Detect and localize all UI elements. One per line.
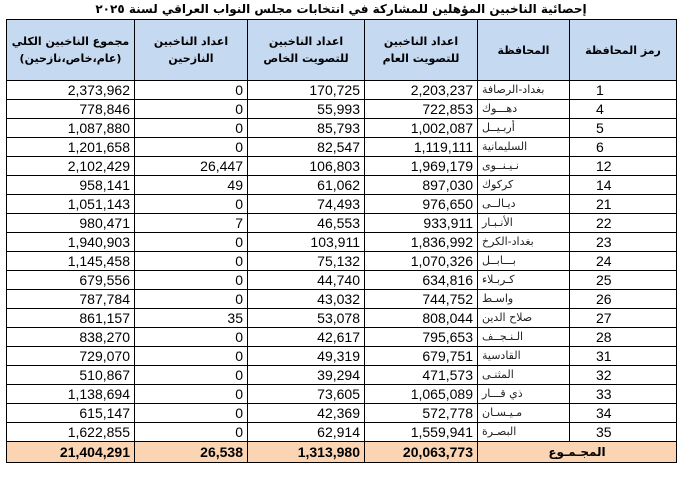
cell-governorate: ديـالــى: [478, 195, 570, 214]
cell-displaced: 0: [135, 347, 248, 366]
cell-code: 26: [570, 290, 677, 309]
cell-governorate: البصـرة: [478, 423, 570, 442]
cell-displaced: 7: [135, 214, 248, 233]
cell-total: 1,145,458: [7, 252, 135, 271]
cell-displaced: 0: [135, 423, 248, 442]
cell-code: 28: [570, 328, 677, 347]
cell-general: 2,203,237: [365, 81, 478, 100]
table-row: [7, 157, 677, 176]
cell-governorate: كركوك: [478, 176, 570, 195]
cell-general: 1,559,941: [365, 423, 478, 442]
cell-displaced: 0: [135, 252, 248, 271]
cell-special: 106,803: [248, 157, 365, 176]
cell-special: 103,911: [248, 233, 365, 252]
cell-governorate: السليمانية: [478, 138, 570, 157]
footer-general: 20,063,773: [365, 442, 478, 463]
cell-general: 1,002,087: [365, 119, 478, 138]
cell-governorate: ذي قـــار: [478, 385, 570, 404]
cell-governorate: المثنـى: [478, 366, 570, 385]
cell-special: 82,547: [248, 138, 365, 157]
voters-table: [6, 19, 677, 463]
cell-displaced: 0: [135, 81, 248, 100]
cell-general: 572,778: [365, 404, 478, 423]
cell-displaced: 49: [135, 176, 248, 195]
cell-special: 74,493: [248, 195, 365, 214]
cell-general: 1,065,089: [365, 385, 478, 404]
table-footer: [7, 442, 677, 463]
cell-displaced: 35: [135, 309, 248, 328]
cell-special: 73,605: [248, 385, 365, 404]
cell-special: 62,914: [248, 423, 365, 442]
footer-special: 1,313,980: [248, 442, 365, 463]
cell-code: 32: [570, 366, 677, 385]
cell-displaced: 0: [135, 271, 248, 290]
cell-code: 27: [570, 309, 677, 328]
cell-special: 53,078: [248, 309, 365, 328]
cell-displaced: 0: [135, 100, 248, 119]
header-row: [7, 20, 677, 81]
cell-special: 61,062: [248, 176, 365, 195]
table-row: [7, 81, 677, 100]
table-row: [7, 309, 677, 328]
cell-displaced: 0: [135, 233, 248, 252]
cell-code: 22: [570, 214, 677, 233]
cell-total: 778,846: [7, 100, 135, 119]
table-row: [7, 252, 677, 271]
totals-row: [7, 442, 677, 463]
footer-label: المجـمـوع: [478, 442, 677, 463]
cell-total: 1,201,658: [7, 138, 135, 157]
cell-code: 35: [570, 423, 677, 442]
cell-total: 980,471: [7, 214, 135, 233]
cell-displaced: 0: [135, 290, 248, 309]
cell-general: 471,573: [365, 366, 478, 385]
cell-displaced: 0: [135, 195, 248, 214]
cell-total: 787,784: [7, 290, 135, 309]
table-row: [7, 404, 677, 423]
cell-special: 39,294: [248, 366, 365, 385]
header-governorate: المحافظة: [478, 20, 570, 81]
table-row: [7, 214, 677, 233]
cell-displaced: 0: [135, 404, 248, 423]
cell-general: 795,653: [365, 328, 478, 347]
cell-governorate: أربـيــل: [478, 119, 570, 138]
cell-general: 1,969,179: [365, 157, 478, 176]
cell-governorate: بغداد-الكرخ: [478, 233, 570, 252]
cell-special: 46,553: [248, 214, 365, 233]
cell-governorate: مـيـسـان: [478, 404, 570, 423]
cell-code: 24: [570, 252, 677, 271]
cell-total: 958,141: [7, 176, 135, 195]
table-row: [7, 271, 677, 290]
table-row: [7, 100, 677, 119]
cell-governorate: نـيـنــوى: [478, 157, 570, 176]
cell-total: 861,157: [7, 309, 135, 328]
footer-total: 21,404,291: [7, 442, 135, 463]
table-row: [7, 423, 677, 442]
cell-code: 21: [570, 195, 677, 214]
cell-total: 1,622,855: [7, 423, 135, 442]
cell-general: 1,070,326: [365, 252, 478, 271]
cell-special: 44,740: [248, 271, 365, 290]
cell-code: 23: [570, 233, 677, 252]
cell-code: 5: [570, 119, 677, 138]
cell-total: 1,051,143: [7, 195, 135, 214]
cell-general: 744,752: [365, 290, 478, 309]
cell-governorate: صلاح الدين: [478, 309, 570, 328]
cell-special: 43,032: [248, 290, 365, 309]
cell-general: 1,836,992: [365, 233, 478, 252]
cell-total: 2,373,962: [7, 81, 135, 100]
table-row: [7, 347, 677, 366]
header-general: اعداد الناخبين للتصويت العام: [365, 20, 478, 81]
header-displaced: اعداد الناخبين النازحين: [135, 20, 248, 81]
cell-general: 1,119,111: [365, 138, 478, 157]
cell-code: 1: [570, 81, 677, 100]
cell-code: 34: [570, 404, 677, 423]
cell-total: 2,102,429: [7, 157, 135, 176]
cell-governorate: كـربـلاء: [478, 271, 570, 290]
cell-displaced: 0: [135, 385, 248, 404]
cell-general: 722,853: [365, 100, 478, 119]
table-row: [7, 138, 677, 157]
cell-code: 14: [570, 176, 677, 195]
cell-special: 55,993: [248, 100, 365, 119]
cell-special: 170,725: [248, 81, 365, 100]
cell-governorate: الـنـجــف: [478, 328, 570, 347]
cell-governorate: دهـــوك: [478, 100, 570, 119]
table-row: [7, 119, 677, 138]
cell-displaced: 0: [135, 138, 248, 157]
cell-total: 729,070: [7, 347, 135, 366]
cell-special: 42,617: [248, 328, 365, 347]
cell-total: 1,138,694: [7, 385, 135, 404]
cell-governorate: القادسية: [478, 347, 570, 366]
header-total: مجموع الناخبين الكلي (عام،خاص،نازحين): [7, 20, 135, 81]
cell-total: 838,270: [7, 328, 135, 347]
table-row: [7, 366, 677, 385]
table-row: [7, 328, 677, 347]
cell-total: 1,087,880: [7, 119, 135, 138]
cell-governorate: الأنـبـار: [478, 214, 570, 233]
cell-general: 679,751: [365, 347, 478, 366]
cell-special: 75,132: [248, 252, 365, 271]
cell-total: 615,147: [7, 404, 135, 423]
cell-code: 31: [570, 347, 677, 366]
cell-total: 510,867: [7, 366, 135, 385]
cell-general: 897,030: [365, 176, 478, 195]
cell-total: 679,556: [7, 271, 135, 290]
cell-code: 4: [570, 100, 677, 119]
table-row: [7, 176, 677, 195]
cell-displaced: 26,447: [135, 157, 248, 176]
cell-displaced: 0: [135, 366, 248, 385]
footer-displaced: 26,538: [135, 442, 248, 463]
cell-code: 33: [570, 385, 677, 404]
cell-special: 85,793: [248, 119, 365, 138]
table-row: [7, 195, 677, 214]
header-special: اعداد الناخبين للتصويت الخاص: [248, 20, 365, 81]
cell-governorate: واسـط: [478, 290, 570, 309]
cell-special: 42,369: [248, 404, 365, 423]
cell-total: 1,940,903: [7, 233, 135, 252]
table-row: [7, 385, 677, 404]
header-code: رمز المحافظة: [570, 20, 677, 81]
table-row: [7, 233, 677, 252]
cell-general: 933,911: [365, 214, 478, 233]
cell-displaced: 0: [135, 119, 248, 138]
cell-general: 808,044: [365, 309, 478, 328]
cell-displaced: 0: [135, 328, 248, 347]
cell-code: 12: [570, 157, 677, 176]
page-title: إحصائية الناخبين المؤهلين للمشاركة في انتخابات مجلس النواب العراقي لسنة ٢٠٢٥: [95, 2, 587, 16]
table-header: [7, 20, 677, 81]
cell-governorate: بغداد-الرصافة: [478, 81, 570, 100]
cell-special: 49,319: [248, 347, 365, 366]
table-row: [7, 290, 677, 309]
cell-code: 6: [570, 138, 677, 157]
cell-general: 634,816: [365, 271, 478, 290]
cell-code: 25: [570, 271, 677, 290]
cell-governorate: بـــابــل: [478, 252, 570, 271]
table-body: [7, 81, 677, 442]
cell-general: 976,650: [365, 195, 478, 214]
